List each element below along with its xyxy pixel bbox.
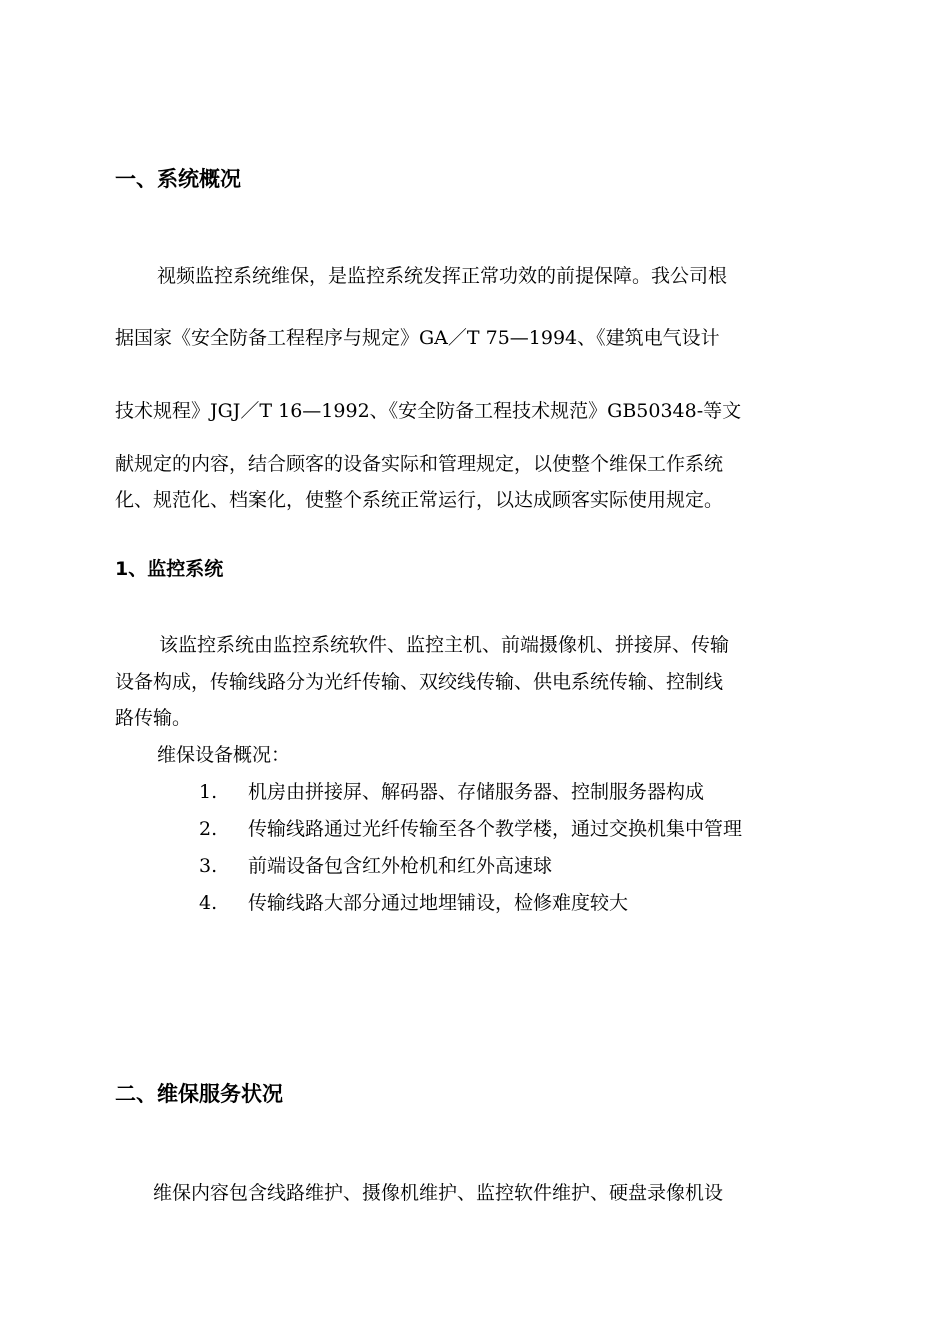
paragraph-line: 化、规范化、档案化，使整个系统正常运行，以达成顾客实际使用规定。	[115, 489, 724, 511]
paragraph-line: 技术规程》JGJ／T 16—1992、《安全防备工程技术规范》GB50348-等文	[115, 400, 742, 422]
paragraph-line: 据国家《安全防备工程程序与规定》GA／T 75—1994、《建筑电气设计	[115, 327, 720, 349]
list-item: 机房由拼接屏、解码器、存储服务器、控制服务器构成	[248, 781, 705, 803]
section-heading-system-overview: 一、系统概况	[115, 167, 241, 191]
paragraph-line: 维保内容包含线路维护、摄像机维护、监控软件维护、硬盘录像机设	[153, 1182, 724, 1204]
overview-label: 维保设备概况：	[157, 744, 291, 766]
list-item: 传输线路通过光纤传输至各个教学楼，通过交换机集中管理	[248, 818, 743, 840]
list-item-number: 1.	[199, 781, 218, 803]
subsection-heading-monitoring-system: 1、监控系统	[115, 558, 224, 580]
paragraph-line: 视频监控系统维保，是监控系统发挥正常功效的前提保障。我公司根	[157, 265, 728, 287]
paragraph-line: 设备构成，传输线路分为光纤传输、双绞线传输、供电系统传输、控制线	[115, 671, 724, 693]
list-item: 传输线路大部分通过地埋铺设，检修难度较大	[248, 892, 629, 914]
paragraph-line: 该监控系统由监控系统软件、监控主机、前端摄像机、拼接屏、传输	[159, 634, 730, 656]
list-item-number: 4.	[199, 892, 218, 914]
list-item: 前端设备包含红外枪机和红外高速球	[248, 855, 553, 877]
list-item-number: 3.	[199, 855, 218, 877]
list-item-number: 2.	[199, 818, 218, 840]
section-heading-maintenance-service: 二、维保服务状况	[115, 1082, 283, 1106]
paragraph-line: 路传输。	[115, 707, 192, 729]
paragraph-line: 献规定的内容，结合顾客的设备实际和管理规定，以使整个维保工作系统	[115, 453, 724, 475]
